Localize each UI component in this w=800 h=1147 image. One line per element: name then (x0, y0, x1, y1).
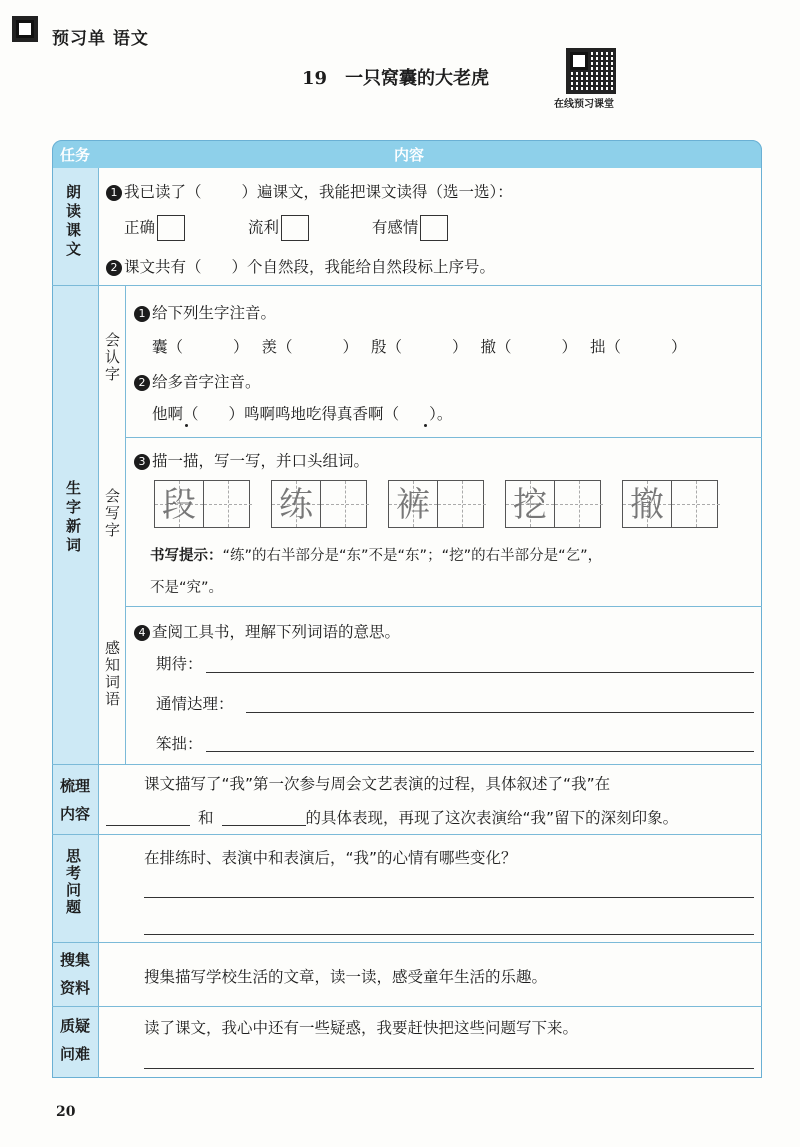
q1-chars: 囊（ ） 羡（ ） 殷（ ） 撤（ ） 拙（ ） (152, 338, 687, 356)
option-correct: 正确 (124, 218, 156, 237)
writing-grid-2[interactable] (271, 480, 367, 528)
vocab-label: 生字新词 (64, 480, 82, 556)
writing-grid-4[interactable] (505, 480, 601, 528)
answer-line-doubt[interactable] (144, 1068, 754, 1069)
writing-tip-2: 不是“究”。 (150, 580, 224, 596)
number-1-badge-vocab: 1 (134, 306, 150, 322)
blank-1[interactable] (106, 807, 190, 826)
writing-tip: 书写提示：“练”的右半部分是“东”不是“东”；“挖”的右半部分是“乞”， (150, 548, 603, 564)
option-emotion-box[interactable] (420, 215, 448, 241)
preview-table (52, 140, 762, 1078)
option-fluent: 流利 (247, 218, 279, 237)
q2-text: 2 给多音字注音。 (134, 370, 261, 392)
word-1: 期待： (156, 655, 203, 673)
q2-sentence: 他啊（ ）鸣啊鸣地吃得真香啊（ ）。 (152, 405, 453, 423)
sense-label: 感知词语 (103, 640, 121, 708)
number-1-badge: 1 (106, 185, 122, 201)
writing-grid-3[interactable] (388, 480, 484, 528)
reading-line1: 1 我已读了（ ）遍课文，我能把课文读得（选一选）： (106, 180, 513, 202)
trace-char-3: 裤 (396, 485, 430, 525)
think-label: 思考问题 (64, 848, 82, 916)
trace-char-4: 挖 (513, 485, 547, 525)
reading-line2: 2 课文共有（ ）个自然段，我能给自然段标上序号。 (106, 255, 495, 277)
answer-line-think-1[interactable] (144, 897, 754, 898)
small-qr-code (12, 16, 38, 42)
task-header: 任务 (60, 146, 91, 164)
q4-text: 4 查阅工具书，理解下列词语的意思。 (134, 620, 400, 642)
number-4-badge: 4 (134, 625, 150, 641)
answer-line-think-2[interactable] (144, 934, 754, 935)
collect-label: 搜集资料 (59, 951, 90, 997)
collect-text: 搜集描写学校生活的文章，读一读，感受童年生活的乐趣。 (144, 968, 548, 986)
word-2: 通情达理： (156, 695, 234, 713)
summary-line1: 课文描写了“我”第一次参与周会文艺表演的过程，具体叙述了“我”在 (144, 775, 611, 793)
answer-line-word-3[interactable] (206, 751, 754, 752)
tip-label: 书写提示： (150, 548, 223, 564)
summary-label: 梳理内容 (59, 777, 90, 823)
think-question: 在排练时、表演中和表演后，“我”的心情有哪些变化？ (144, 849, 517, 867)
lesson-number: 19 (302, 68, 328, 89)
writing-grid-5[interactable] (622, 480, 718, 528)
dot-mark-1 (185, 424, 188, 427)
answer-line-word-1[interactable] (206, 672, 754, 673)
trace-char-1: 段 (162, 485, 196, 525)
dot-mark-2 (424, 424, 427, 427)
reading-label: 朗读课文 (64, 184, 82, 260)
lesson-name: 一只窝囊的大老虎 (345, 68, 490, 89)
option-emotion: 有感情 (371, 218, 419, 237)
lesson-title (302, 64, 489, 90)
doubt-text: 读了课文，我心中还有一些疑惑，我要赶快把这些问题写下来。 (144, 1019, 579, 1037)
option-correct-box[interactable] (157, 215, 185, 241)
doubt-label: 质疑问难 (59, 1017, 90, 1063)
number-2-badge-vocab: 2 (134, 375, 150, 391)
q1-text: 1 给下列生字注音。 (134, 301, 276, 323)
word-3: 笨拙： (156, 735, 203, 753)
summary-line2: 和 的具体表现，再现了这次表演给“我”留下的深刻印象。 (106, 806, 678, 828)
content-header: 内容 (394, 146, 425, 164)
qr-caption: 在线预习课堂 (554, 99, 614, 110)
number-2-badge: 2 (106, 260, 122, 276)
qr-code[interactable] (566, 48, 616, 94)
trace-char-2: 练 (279, 485, 313, 525)
answer-line-word-2[interactable] (246, 712, 754, 713)
q3-text: 3 描一描，写一写，并口头组词。 (134, 449, 369, 471)
trace-char-5: 撤 (630, 485, 664, 525)
reading-options (124, 215, 448, 241)
blank-2[interactable] (222, 807, 306, 826)
writing-grid-1[interactable] (154, 480, 250, 528)
header-title: 预习单 语文 (52, 29, 149, 49)
number-3-badge: 3 (134, 454, 150, 470)
option-fluent-box[interactable] (281, 215, 309, 241)
write-label: 会写字 (103, 488, 121, 539)
page-number: 20 (56, 1104, 76, 1120)
recognize-label: 会认字 (103, 332, 121, 383)
